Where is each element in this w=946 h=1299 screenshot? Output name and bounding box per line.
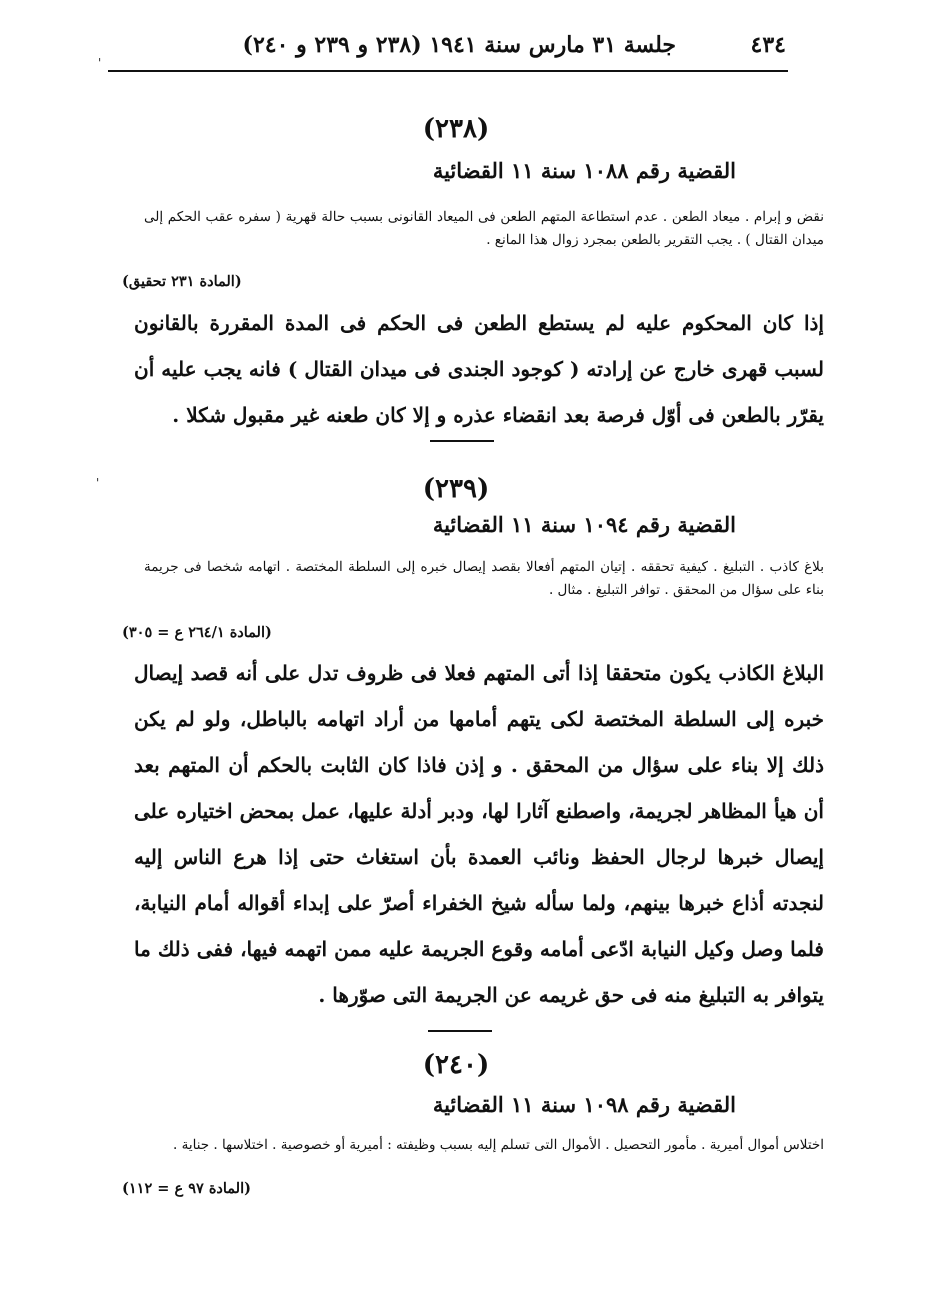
header-rule bbox=[108, 70, 788, 72]
case-title: القضية رقم ١٠٩٨ سنة ١١ القضائية bbox=[432, 1092, 736, 1117]
page-header bbox=[232, 28, 786, 68]
margin-mark: ' bbox=[96, 476, 100, 490]
case-title: القضية رقم ١٠٩٤ سنة ١١ القضائية bbox=[432, 512, 736, 537]
section-number: (٢٤٠) bbox=[422, 1050, 490, 1080]
section-separator bbox=[430, 440, 494, 442]
section-separator bbox=[428, 1030, 492, 1032]
case-summary: اختلاس أموال أميرية . مأمور التحصيل . الأموال التى تسلم إليه بسبب وظيفته : أميرية أو خصوصية . اختلاسها . جناية . bbox=[173, 1137, 824, 1153]
case-body: البلاغ الكاذب يكون متحققا إذا أتى المتهم فعلا فى ظروف تدل على أنه قصد إيصال خبره إلى السلطة المختصة لكى يتهم أمامها من أراد اتهامه بالباطل، ولو لم يكن ذلك إلا بناء على سؤال من المحقق . و إذن فاذا كان الثابت بالحكم أن المتهم بعد أن هيأ المظاهر لجريمة، واصطنع آثارا لها، ودبر أدلة عليها، عمل بمحض اختياره على إيصال خبرها لرجال الحفظ ونائب العمدة بأن استغاث حتى إذا هرع الناس إليه لنجدته أذاع خبرها بينهم، ولما سأله شيخ الخفراء أصرّ على إبداء أقواله أمام النيابة، فلما وصل وكيل النيابة ادّعى أمامه وقوع الجريمة عليه ممن اتهمه فيها، ففى ذلك ما يتوافر به التبليغ منه فى حق غريمه عن الجريمة التى صوّرها . bbox=[134, 661, 825, 1007]
case-body: إذا كان المحكوم عليه لم يستطع الطعن فى الحكم فى المدة المقررة بالقانون لسبب قهرى خارج عن إرادته ( كوجود الجندى فى ميدان القتال ) فانه يجب عليه أن يقرّر بالطعن فى أوّل فرصة بعد انقضاء عذره و إلا كان طعنه غير مقبول شكلا . bbox=[134, 311, 824, 427]
article-reference: (المادة ٩٧ ع = ١١٢) bbox=[122, 1180, 251, 1197]
case-summary: نقض و إبرام . ميعاد الطعن . عدم استطاعة المتهم الطعن فى الميعاد القانونى بسبب حالة قهرية ( سفره عقب الحكم إلى ميدان القتال ) . يجب التقرير بالطعن بمجرد زوال هذا المانع . bbox=[144, 209, 824, 248]
case-title: القضية رقم ١٠٨٨ سنة ١١ القضائية bbox=[432, 158, 736, 183]
case-summary: بلاغ كاذب . التبليغ . كيفية تحققه . إتيان المتهم أفعالا بقصد إيصال خبره إلى السلطة المختصة . اتهامه شخصا فى جريمة بناء على سؤال من المحقق . توافر التبليغ . مثال . bbox=[144, 559, 824, 598]
page-number: ٤٣٤ bbox=[750, 32, 786, 58]
header-title: جلسة ٣١ مارس سنة ١٩٤١ (٢٣٨ و ٢٣٩ و ٢٤٠) bbox=[242, 32, 676, 58]
article-reference: (المادة ٢٦٤/١ ع = ٣٠٥) bbox=[122, 624, 272, 641]
section-number: (٢٣٨) bbox=[422, 114, 490, 144]
section-number: (٢٣٩) bbox=[422, 474, 490, 504]
article-reference: (المادة ٢٣١ تحقيق) bbox=[122, 273, 242, 290]
margin-mark: ' bbox=[98, 56, 102, 70]
